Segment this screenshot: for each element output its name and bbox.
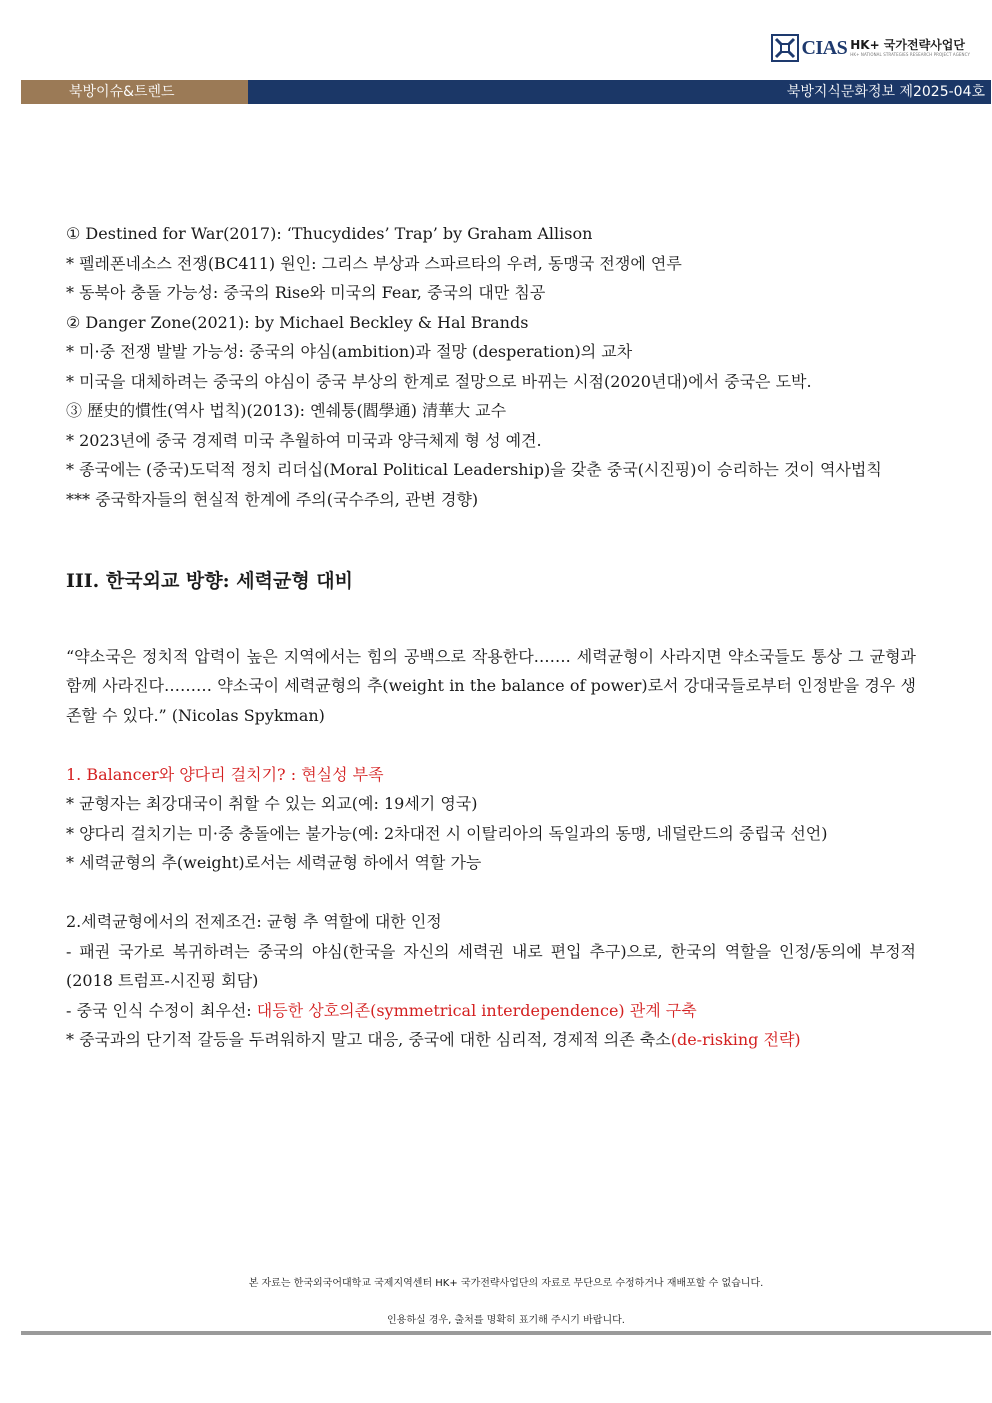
section-heading: III. 한국외교 방향: 세력균형 대비 [66, 570, 353, 592]
header-bar [21, 80, 991, 104]
subsection-2-title: 2.세력균형에서의 전제조건: 균형 추 역할에 대한 인정 [66, 912, 442, 931]
logo-org-name: HK+ 국가전략사업단 [850, 38, 965, 52]
subsection-1-title: 1. Balancer와 양다리 걸치기? : 현실성 부족 [66, 764, 384, 784]
reference-1-point-2: * 동북아 충돌 가능성: 중국의 Rise와 미국의 Fear, 중국의 대만 침공 [66, 283, 546, 302]
point-2-highlight: 대등한 상호의존(symmetrical interdependence) 관계 구축 [256, 1000, 697, 1020]
cias-logo [771, 34, 970, 62]
point-3-lead: * 중국과의 단기적 갈등을 두려워하지 말고 대응, 중국에 대한 심리적, 경제적 의존 축소 [66, 1030, 671, 1049]
reference-1-point-1: * 펠레폰네소스 전쟁(BC411) 원인: 그리스 부상과 스파르타의 우려, 동맹국 전쟁에 연루 [66, 253, 682, 273]
subsection-2-point-1: - 패권 국가로 복귀하려는 중국의 야심(한국을 자신의 세력권 내로 편입 추구)으로, 한국의 역할을 인정/동의에 부정적 (2018 트럼프-시진핑 회담) [66, 941, 916, 990]
issue-number: 북방지식문화정보 제2025-04호 [248, 80, 991, 104]
subsection-2-point-2 [66, 996, 916, 1026]
subsection-1-point-3: * 세력균형의 추(weight)로서는 세력균형 하에서 역할 가능 [66, 853, 482, 872]
footer-citation-note: 인용하실 경우, 출처를 명확히 표기해 주시기 바랍니다. [387, 1315, 625, 1326]
reference-3-point-2: * 종국에는 (중국)도덕적 정치 리더십(Moral Political Leadership)을 갖춘 중국(시진핑)이 승리하는 것이 역사법칙 [66, 460, 882, 479]
point-3-highlight: (de-risking 전략) [670, 1030, 801, 1049]
footer-copyright: 본 자료는 한국외국어대학교 국제지역센터 HK+ 국가전략사업단의 자료로 무단으로 수정하거나 재배포할 수 없습니다. [248, 1278, 764, 1289]
subsection-1-point-1: * 균형자는 최강대국이 취할 수 있는 외교(예: 19세기 영국) [66, 794, 478, 813]
document-body [66, 219, 916, 1055]
footer [21, 1274, 991, 1326]
logo-name: CIAS [801, 36, 848, 59]
reference-1-title: ① Destined for War(2017): ‘Thucydides’ Trap’ by Graham Allison [66, 224, 593, 243]
section-label: 북방이슈&트렌드 [21, 80, 248, 104]
cias-emblem-icon [771, 34, 799, 62]
subsection-1-point-2: * 양다리 걸치기는 미·중 충돌에는 불가능(예: 2차대전 시 이탈리아의 독일과의 동맹, 네덜란드의 중립국 선언) [66, 823, 828, 843]
reference-2-point-1: * 미·중 전쟁 발발 가능성: 중국의 야심(ambition)과 절망 (desperation)의 교차 [66, 342, 633, 361]
spykman-quote: “약소국은 정치적 압력이 높은 지역에서는 힘의 공백으로 작용한다……. 세력균형이 사라지면 약소국들도 통상 그 균형과 함께 사라진다……… 약소국이 세력균형의 추(weight in the balance of power)로서 강대국들로부터 인정받을 경우 생존할 수 있다.” (Nicolas Spykman) [66, 646, 916, 725]
logo-subtitle: HK+ NATIONAL STRATEGIES RESEARCH PROJECT AGENCY [850, 52, 970, 57]
reference-2-point-2: * 미국을 대체하려는 중국의 야심이 중국 부상의 한계로 절망으로 바뀌는 시점(2020년대)에서 중국은 도박. [66, 371, 812, 391]
subsection-2-point-3 [66, 1025, 916, 1055]
reference-3-point-1: * 2023년에 중국 경제력 미국 추월하여 미국과 양극체제 형 성 예견. [66, 430, 542, 450]
footer-divider [21, 1331, 991, 1335]
caution-note: *** 중국학자들의 현실적 한계에 주의(국수주의, 관변 경향) [66, 489, 479, 509]
reference-3-title: ③ 歷史的慣性(역사 법칙)(2013): 옌쉐퉁(閻學通) 清華大 교수 [66, 401, 507, 420]
reference-2-title: ② Danger Zone(2021): by Michael Beckley & Hal Brands [66, 312, 529, 332]
point-2-lead: - 중국 인식 수정이 최우선: [66, 1000, 257, 1020]
